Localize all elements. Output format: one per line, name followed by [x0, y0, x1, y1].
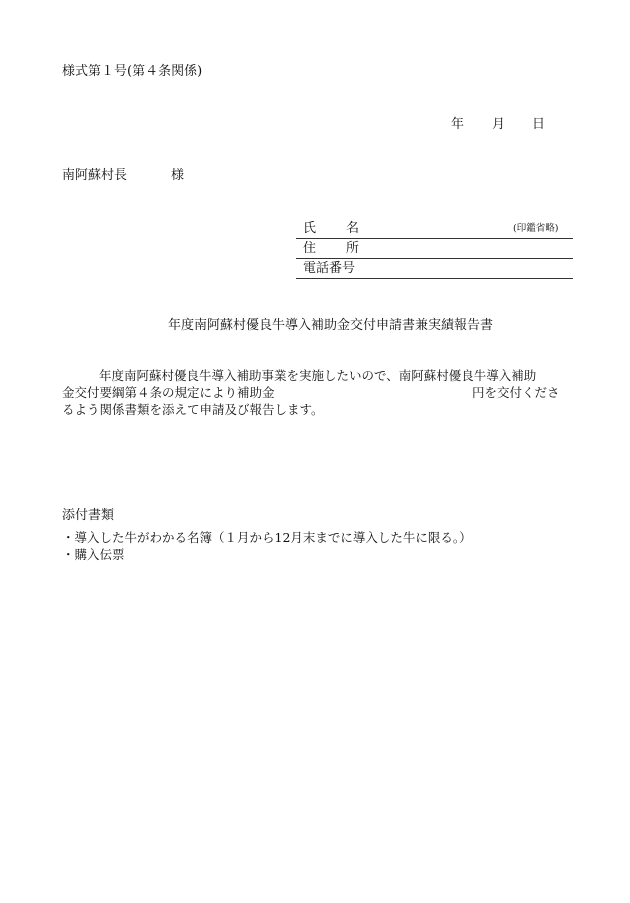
- document-title: 年度南阿蘇村優良牛導入補助金交付申請書兼実績報告書: [168, 318, 494, 333]
- address-underline: [296, 258, 573, 259]
- phone-label: 電話番号: [303, 261, 356, 276]
- phone-underline: [296, 278, 573, 279]
- seal-omitted-note: (印鑑省略): [513, 223, 559, 234]
- body-line-3: るよう関係書類を添えて申請及び報告します。: [62, 402, 324, 417]
- attachment-item-2: ・購入伝票: [62, 547, 125, 562]
- attachments-heading: 添付書類: [62, 508, 115, 523]
- name-label-2: 名: [346, 221, 360, 236]
- date-day: 日: [532, 117, 546, 132]
- attachment-item-1: ・導入した牛がわかる名簿（１月から12月末までに導入した牛に限る。）: [62, 530, 472, 545]
- name-underline: [296, 238, 573, 239]
- body-line-2-start: 金交付要綱第４条の規定により補助金: [62, 385, 275, 400]
- date-year: 年: [451, 117, 465, 132]
- form-number: 様式第１号(第４条関係): [62, 64, 203, 79]
- addressee-honorific: 様: [171, 168, 185, 183]
- addressee-name: 南阿蘇村長: [62, 168, 128, 183]
- address-label-2: 所: [346, 241, 360, 256]
- name-label-1: 氏: [303, 221, 317, 236]
- body-line-2-end: 円を交付くださ: [472, 385, 560, 400]
- address-label-1: 住: [303, 241, 317, 256]
- date-month: 月: [492, 117, 506, 132]
- body-line-1: 年度南阿蘇村優良牛導入補助事業を実施したいので、南阿蘇村優良牛導入補助: [99, 368, 537, 383]
